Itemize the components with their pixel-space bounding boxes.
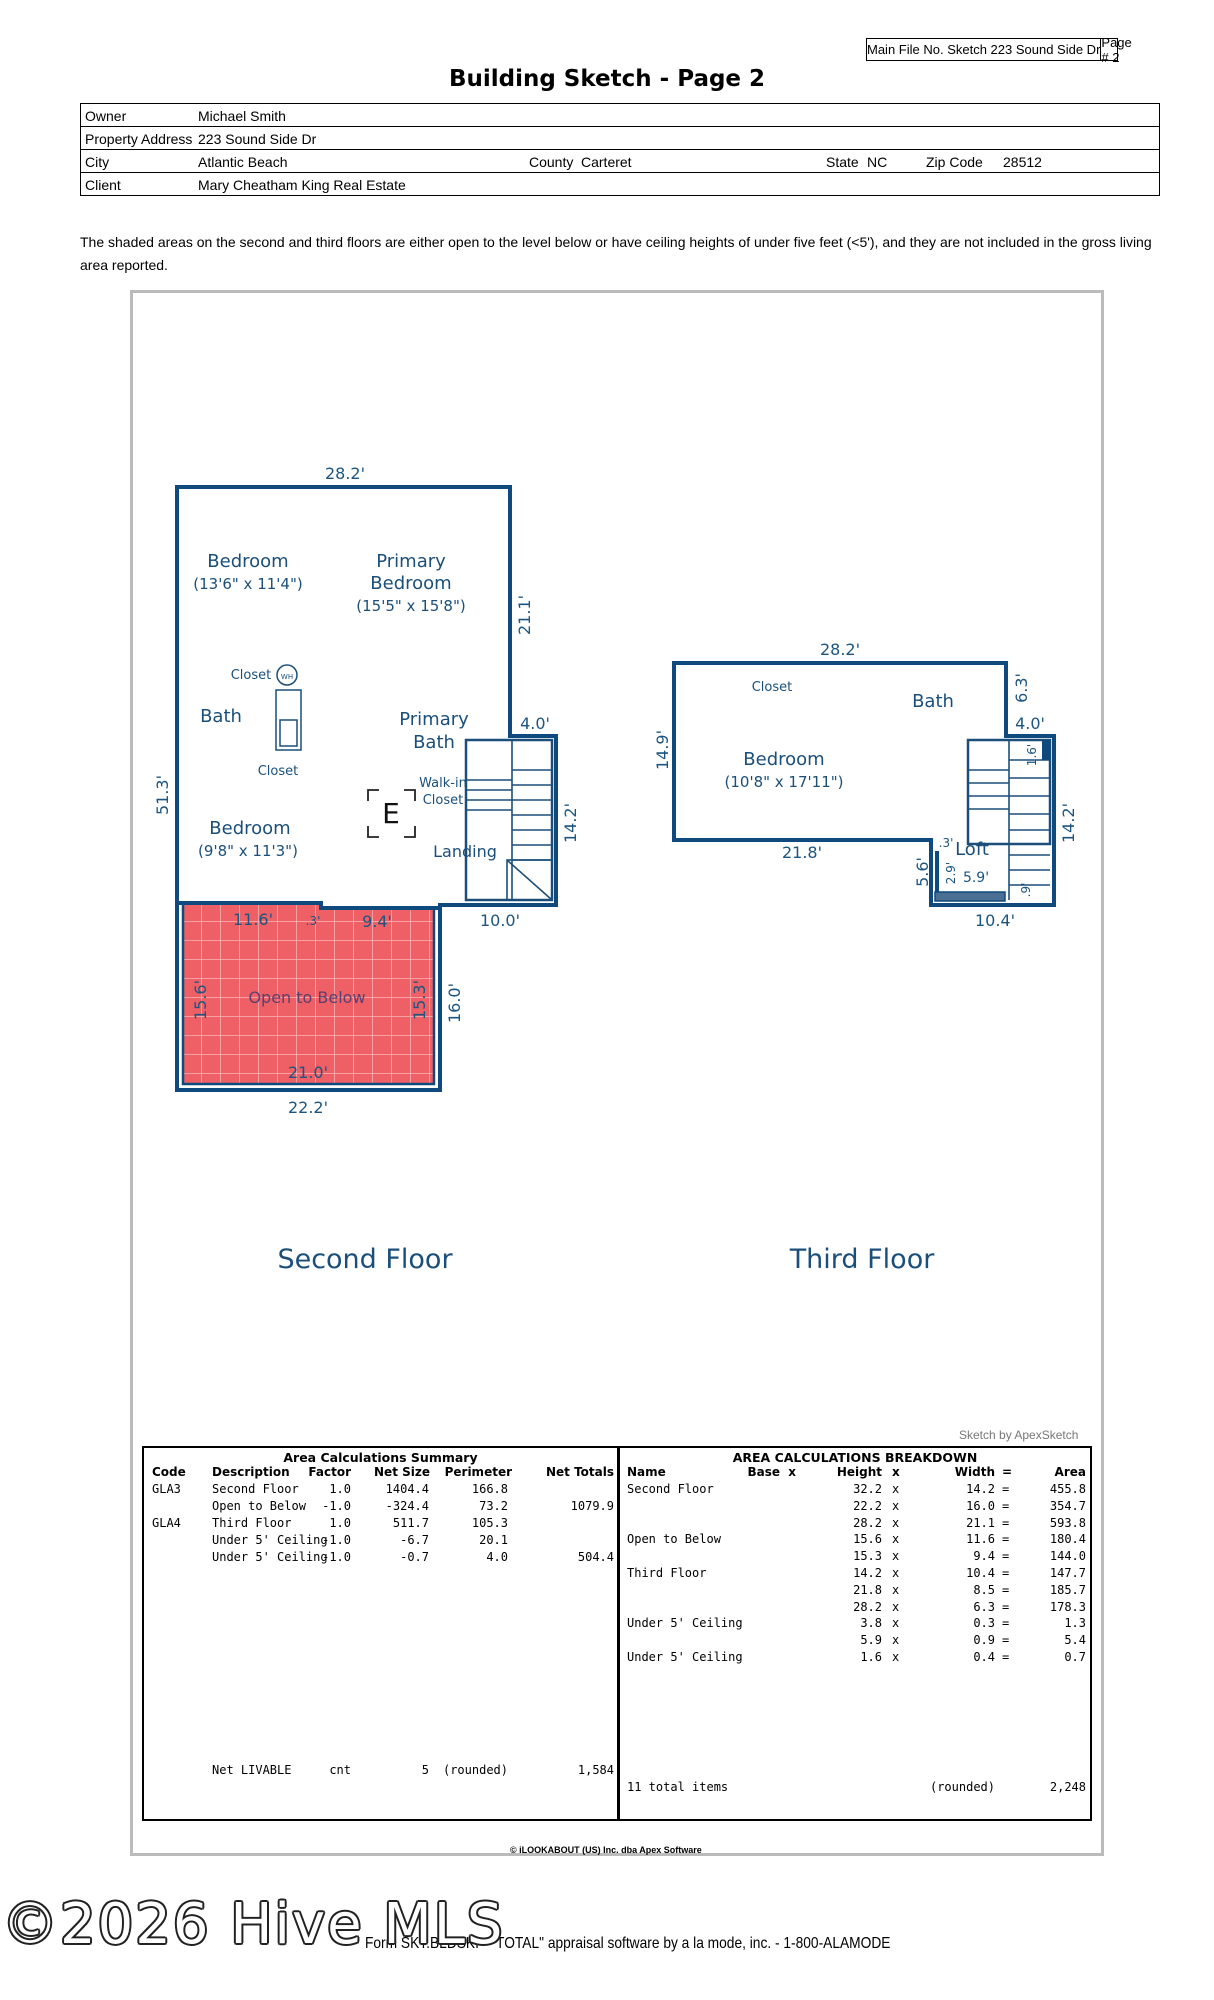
breakdown-x: x	[892, 1566, 900, 1580]
breakdown-name: Under 5' Ceiling	[627, 1650, 743, 1664]
total-items-label: 11 total items	[627, 1780, 729, 1794]
breakdown-width: 0.4	[973, 1650, 995, 1664]
breakdown-equals: =	[1002, 1498, 1010, 1513]
breakdown-width: 10.4	[966, 1566, 995, 1580]
area-breakdown-title: AREA CALCULATIONS BREAKDOWN	[732, 1450, 978, 1465]
breakdown-x: x	[892, 1482, 900, 1496]
summary-cell: Second Floor	[212, 1482, 299, 1496]
breakdown-header: Width	[954, 1465, 995, 1479]
city-label: City	[85, 154, 110, 170]
tf-bedroom-size: (10'8" x 17'11")	[724, 773, 844, 791]
summary-cell: -0.7	[400, 1550, 429, 1564]
breakdown-x: x	[892, 1599, 900, 1614]
tf-dim-mini: 1.6'	[1025, 743, 1039, 767]
breakdown-name: Second Floor	[627, 1482, 714, 1496]
breakdown-width: 14.2	[966, 1482, 995, 1496]
breakdown-x: x	[892, 1549, 900, 1564]
main-file-number: Main File No. Sketch 223 Sound Side Dr	[867, 39, 1101, 60]
tf-dim-bottom-left: 21.8'	[781, 843, 823, 862]
open-to-below-label: Open to Below	[248, 988, 366, 1007]
summary-cell: 1404.4	[385, 1482, 429, 1496]
breakdown-equals: =	[1002, 1566, 1010, 1580]
summary-header: Factor	[308, 1465, 351, 1479]
city-value: Atlantic Beach	[198, 154, 288, 170]
total-rounded: (rounded)	[929, 1780, 995, 1794]
breakdown-equals: =	[1002, 1633, 1010, 1648]
tf-dim-right: 6.3'	[1012, 673, 1031, 703]
breakdown-height: 5.9	[860, 1633, 882, 1648]
breakdown-equals: =	[1002, 1532, 1010, 1547]
breakdown-header: x	[892, 1465, 900, 1479]
address-label: Property Address	[85, 131, 193, 147]
area-summary	[144, 1448, 617, 1819]
hive-mls-watermark: ©2026 Hive MLS	[2, 1892, 505, 1957]
tf-bedroom-label: Bedroom	[743, 749, 825, 770]
otb-dim-notch: .3'	[305, 914, 321, 928]
breakdown-height: 3.8	[860, 1616, 882, 1631]
breakdown-name: Third Floor	[627, 1566, 707, 1580]
breakdown-width: 16.0	[966, 1498, 995, 1513]
state-label: State	[826, 154, 859, 170]
breakdown-equals: =	[1002, 1482, 1010, 1496]
breakdown-area: 178.3	[1049, 1599, 1086, 1614]
bedroom-2-size: (9'8" x 11'3")	[198, 842, 298, 860]
breakdown-area: 1.3	[1064, 1616, 1086, 1631]
summary-cell: Under 5' Ceiling	[212, 1533, 328, 1547]
breakdown-x: x	[892, 1650, 900, 1664]
form-footer: Form SKT.BLDSKI - "TOTAL" appraisal software by a la mode, inc. - 1-800-ALAMODE	[365, 1935, 891, 1952]
breakdown-height: 15.6	[853, 1532, 882, 1547]
summary-cell: 166.8	[471, 1482, 508, 1496]
otb-dim-top-right: 9.4'	[362, 912, 392, 931]
breakdown-height: 21.8	[853, 1582, 882, 1597]
summary-cell: -6.7	[400, 1533, 429, 1547]
summary-cell: 105.3	[471, 1516, 508, 1530]
breakdown-width: 0.9	[973, 1633, 995, 1648]
breakdown-height: 28.2	[853, 1599, 882, 1614]
state-value: NC	[867, 154, 888, 170]
address-value: 223 Sound Side Dr	[198, 131, 317, 147]
breakdown-height: 22.2	[853, 1498, 882, 1513]
total-value: 2,248	[1049, 1780, 1086, 1794]
breakdown-area: 147.7	[1049, 1566, 1086, 1580]
tf-dim-notch-a: .3'	[938, 836, 954, 850]
landing-label: Landing	[433, 842, 497, 861]
summary-cell: 1.0	[329, 1516, 351, 1530]
otb-dim-top-left: 11.6'	[232, 910, 274, 929]
breakdown-area: 354.7	[1049, 1498, 1086, 1513]
breakdown-header: x	[788, 1465, 796, 1479]
under-5-ceiling-shade-c	[935, 892, 1005, 901]
bedroom-1-size: (13'6" x 11'4")	[193, 575, 303, 593]
tf-dim-small: .9'	[1019, 882, 1033, 898]
apex-copyright: © iLOOKABOUT (US) Inc. dba Apex Software	[510, 1845, 702, 1855]
sf-dim-step: 4.0'	[520, 714, 550, 733]
owner-label: Owner	[85, 108, 127, 124]
bedroom-1-label: Bedroom	[207, 551, 289, 572]
net-livable-label: Net LIVABLE	[212, 1763, 292, 1777]
client-value: Mary Cheatham King Real Estate	[198, 177, 406, 193]
area-summary-title: Area Calculations Summary	[283, 1450, 478, 1465]
breakdown-area: 593.8	[1049, 1515, 1086, 1530]
breakdown-equals: =	[1002, 1582, 1010, 1597]
page-title: Building Sketch - Page 2	[448, 66, 766, 92]
summary-cell: -1.0	[322, 1499, 351, 1513]
summary-header: Net Size	[374, 1465, 430, 1479]
sf-dim-bottom-right: 10.0'	[479, 911, 521, 930]
breakdown-height: 28.2	[853, 1515, 882, 1530]
bedroom-2-label: Bedroom	[209, 818, 291, 839]
breakdown-area: 180.4	[1049, 1532, 1086, 1547]
under-5-ceiling-shade-a	[1042, 740, 1050, 760]
summary-cell: 1.0	[329, 1482, 351, 1496]
sf-dim-open-right: 16.0'	[445, 982, 464, 1024]
breakdown-header: Base	[747, 1465, 780, 1479]
shower-fixture-icon	[276, 690, 301, 750]
summary-cell: -1.0	[322, 1533, 351, 1547]
breakdown-area: 5.4	[1064, 1633, 1086, 1648]
tf-dim-notch-b: 2.9'	[944, 861, 958, 885]
breakdown-width: 21.1	[966, 1515, 995, 1530]
net-livable-total: 1,584	[577, 1763, 614, 1777]
sf-dim-left: 51.3'	[153, 774, 172, 816]
breakdown-area: 0.7	[1064, 1650, 1086, 1664]
breakdown-equals: =	[1002, 1616, 1010, 1631]
breakdown-equals: =	[1002, 1650, 1010, 1664]
summary-cell: Under 5' Ceiling	[212, 1550, 328, 1564]
breakdown-equals: =	[1002, 1515, 1010, 1530]
net-livable-cnt: cnt	[329, 1763, 351, 1777]
page-number: Page # 2	[1101, 34, 1132, 65]
shaded-area-note: The shaded areas on the second and third floors are either open to the level below or have ceiling heights of under five feet (<5'), and they are not included in the gross living area reported.	[80, 234, 1152, 273]
summary-cell: GLA3	[152, 1482, 181, 1496]
summary-cell: GLA4	[152, 1516, 181, 1530]
bath-label: Bath	[200, 706, 242, 727]
sf-dim-stair: 14.2'	[561, 802, 580, 844]
summary-header: Net Totals	[545, 1465, 614, 1479]
primary-bedroom-label-a: Primary	[376, 551, 446, 572]
client-label: Client	[85, 177, 121, 193]
breakdown-height: 15.3	[853, 1549, 882, 1564]
zip-value: 28512	[1003, 154, 1042, 170]
breakdown-area: 185.7	[1049, 1582, 1086, 1597]
tf-dim-stair: 14.2'	[1059, 802, 1078, 844]
net-livable-rounded: (rounded)	[442, 1763, 508, 1777]
summary-cell: -1.0	[322, 1550, 351, 1564]
breakdown-header: Area	[1054, 1465, 1086, 1479]
closet-bottom-label: Closet	[257, 764, 299, 779]
breakdown-x: x	[892, 1582, 900, 1597]
breakdown-width: 9.4	[973, 1549, 995, 1564]
walkin-closet-label-b: Closet	[422, 793, 464, 808]
owner-value: Michael Smith	[198, 108, 286, 124]
otb-dim-left: 15.6'	[191, 979, 210, 1021]
breakdown-header: Name	[627, 1465, 666, 1479]
elevator-label: E	[382, 797, 400, 830]
walkin-closet-label-a: Walk-in	[419, 776, 467, 791]
summary-cell: 73.2	[479, 1499, 508, 1513]
breakdown-equals: =	[1002, 1549, 1010, 1564]
tf-dim-bottom: 10.4'	[974, 911, 1016, 930]
water-heater-label: WH	[280, 673, 294, 681]
summary-header: Perimeter	[444, 1465, 512, 1479]
primary-bath-label-a: Primary	[399, 709, 469, 730]
summary-cell: 20.1	[479, 1533, 508, 1547]
county-label: County	[529, 154, 574, 170]
tf-closet-label: Closet	[751, 680, 793, 695]
loft-label: Loft	[955, 839, 989, 860]
closet-top-label: Closet	[230, 668, 272, 683]
otb-dim-right: 15.3'	[410, 979, 429, 1021]
breakdown-x: x	[892, 1633, 900, 1648]
tf-dim-drop: 5.6'	[913, 857, 932, 887]
otb-dim-bottom: 21.0'	[287, 1063, 329, 1082]
tf-dim-notch-c: 5.9'	[962, 870, 990, 886]
breakdown-area: 144.0	[1049, 1549, 1086, 1564]
tf-bath-label: Bath	[912, 691, 954, 712]
primary-bath-label-b: Bath	[413, 732, 455, 753]
breakdown-header: =	[1002, 1465, 1013, 1479]
area-calculations-table	[142, 1446, 1092, 1821]
summary-cell: -324.4	[385, 1499, 429, 1513]
summary-cell: 511.7	[392, 1516, 429, 1530]
breakdown-name: Open to Below	[627, 1532, 721, 1547]
summary-cell: 4.0	[486, 1550, 508, 1564]
tf-dim-left: 14.9'	[653, 729, 672, 771]
sf-dim-top: 28.2'	[324, 464, 366, 483]
breakdown-name: Under 5' Ceiling	[627, 1616, 743, 1631]
breakdown-x: x	[892, 1515, 900, 1530]
breakdown-area: 455.8	[1049, 1482, 1086, 1496]
tf-dim-top: 28.2'	[819, 640, 861, 659]
tf-dim-step: 4.0'	[1015, 714, 1045, 733]
breakdown-x: x	[892, 1616, 900, 1631]
county-value: Carteret	[581, 154, 632, 170]
breakdown-header: Height	[836, 1465, 882, 1479]
breakdown-width: 8.5	[973, 1582, 995, 1597]
summary-header: Description	[212, 1465, 290, 1479]
breakdown-height: 14.2	[853, 1566, 882, 1580]
apexsketch-credit: Sketch by ApexSketch	[959, 1428, 1079, 1442]
breakdown-equals: =	[1002, 1599, 1010, 1614]
breakdown-width: 11.6	[966, 1532, 995, 1547]
net-livable-count: 5	[421, 1763, 429, 1777]
breakdown-height: 32.2	[853, 1482, 882, 1496]
summary-cell: 504.4	[577, 1550, 614, 1564]
primary-bedroom-size: (15'5" x 15'8")	[356, 597, 466, 615]
breakdown-width: 0.3	[973, 1616, 995, 1631]
second-floor-title: Second Floor	[277, 1244, 453, 1275]
summary-cell: Third Floor	[212, 1516, 292, 1530]
primary-bedroom-label-b: Bedroom	[370, 573, 452, 594]
sf-dim-bottom: 22.2'	[287, 1098, 329, 1117]
breakdown-x: x	[892, 1532, 900, 1547]
area-breakdown	[620, 1448, 1090, 1819]
breakdown-width: 6.3	[973, 1599, 995, 1614]
summary-cell: 1079.9	[570, 1499, 614, 1513]
summary-cell: Open to Below	[212, 1499, 306, 1513]
sf-dim-right-upper: 21.1'	[515, 594, 534, 636]
breakdown-height: 1.6	[860, 1650, 882, 1664]
summary-header: Code	[152, 1465, 186, 1479]
breakdown-x: x	[892, 1498, 900, 1513]
zip-label: Zip Code	[926, 154, 983, 170]
third-floor-title: Third Floor	[789, 1244, 935, 1275]
